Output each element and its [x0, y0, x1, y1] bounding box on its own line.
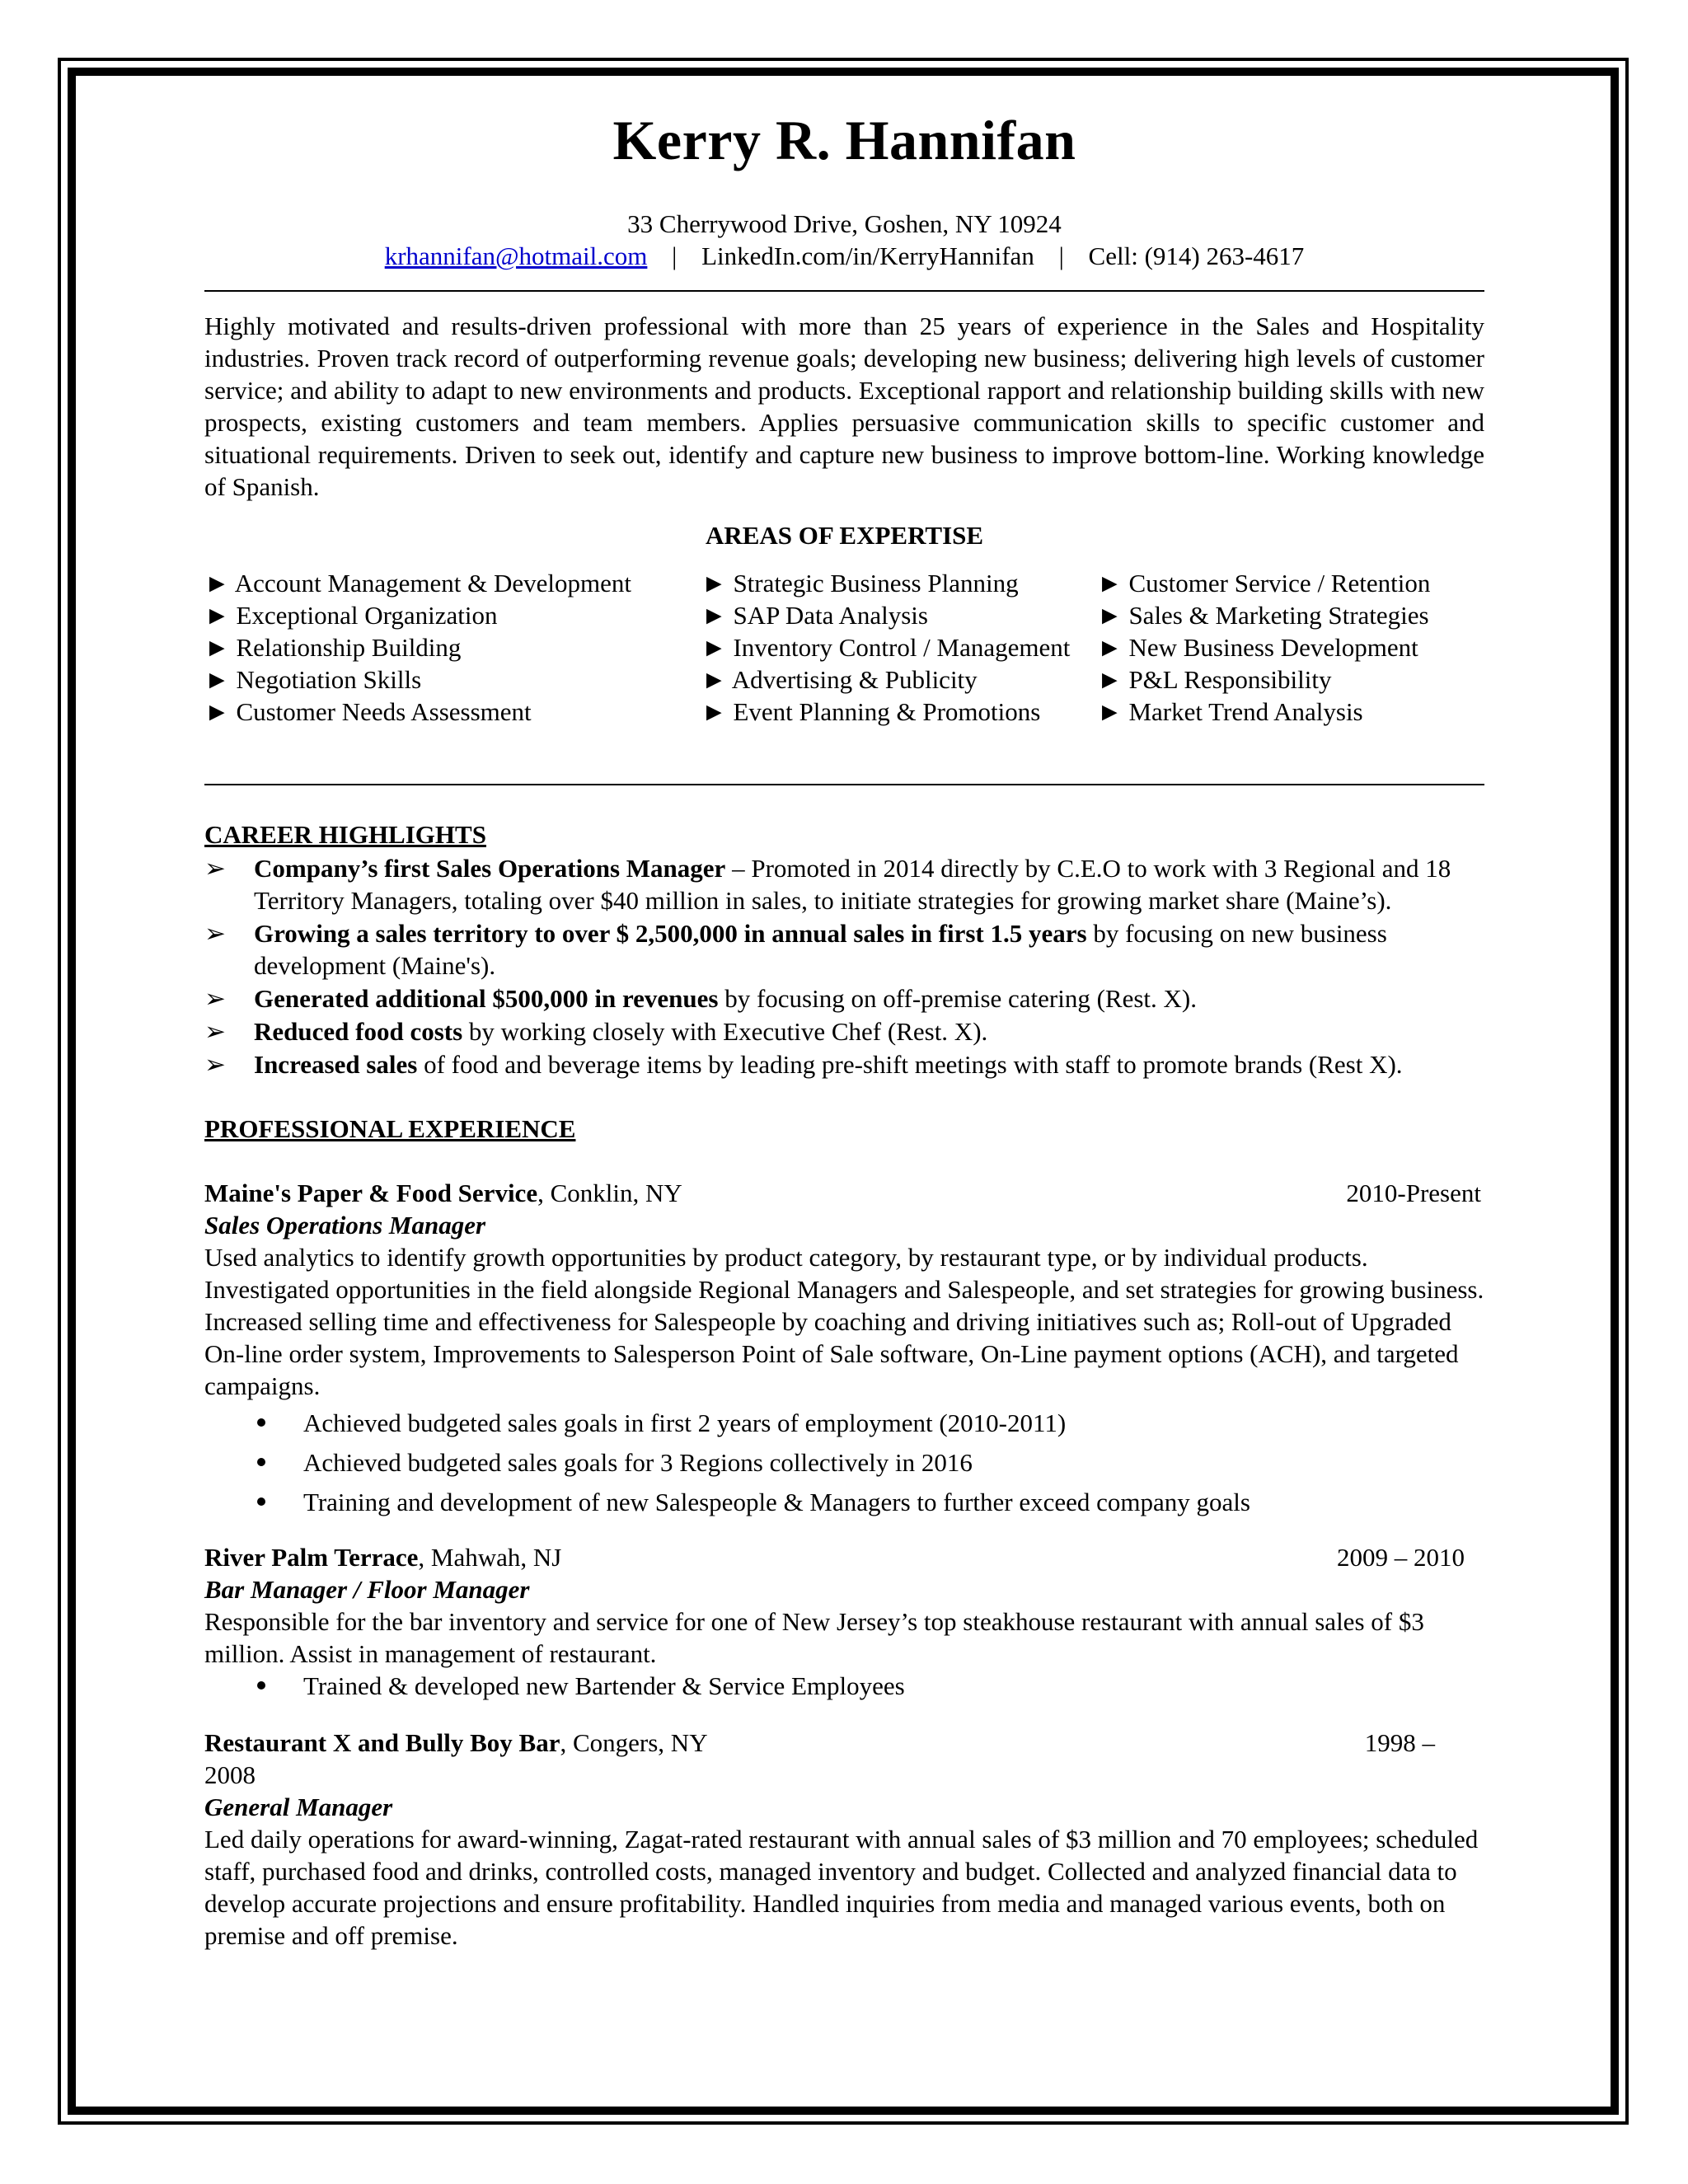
triangle-bullet-icon: ► — [701, 601, 727, 630]
job-header — [204, 1727, 1484, 1759]
professional-experience-heading: PROFESSIONAL EXPERIENCE — [204, 1114, 576, 1143]
expertise-grid — [204, 567, 1484, 728]
list-item: ➢ Growing a sales territory to over $ 2,500,000 in annual sales in first 1.5 years by focusing on new business development (Maine's). — [204, 919, 1387, 980]
list-item: ➢ Generated additional $500,000 in revenues by focusing on off-premise catering (Rest. X). — [204, 984, 1197, 1013]
highlights-list — [204, 852, 1484, 1080]
triangle-bullet-icon: ► — [701, 665, 727, 694]
job-title: Sales Operations Manager — [204, 1211, 486, 1240]
bullet-dot-icon — [257, 1418, 265, 1427]
company-location: , Conklin, NY — [537, 1179, 682, 1207]
expertise-item: ► Relationship Building — [204, 633, 462, 662]
list-item: ➢ Company’s first Sales Operations Manager – Promoted in 2014 directly by C.E.O to work with 3 Regional and 18 Territory Managers, totaling over $40 million in sales, to initiate strategies for growing market share (Maine’s). — [204, 854, 1451, 915]
expertise-item: ► SAP Data Analysis — [701, 601, 928, 630]
job-title: General Manager — [204, 1793, 393, 1821]
list-item: ➢ Increased sales of food and beverage items by leading pre-shift meetings with staff to promote brands (Rest X). — [204, 1050, 1403, 1079]
divider — [204, 784, 1484, 785]
job-header — [204, 1177, 1484, 1209]
email-link[interactable]: krhannifan@hotmail.com — [384, 241, 648, 270]
expertise-item: ► Market Trend Analysis — [1097, 697, 1363, 726]
job-entry — [204, 1727, 1484, 1952]
summary: Highly motivated and results-driven professional with more than 25 years of experience in the Sales and Hospitality industries. Proven track record of outperforming revenue goals; developing new business; delivering high levels of customer service; and ability to adapt to new environments and products. Exceptional rapport and relationship building skills with new prospects, existing customers and team members. Applies persuasive communication skills to specific customer and situational requirements. Driven to seek out, identify and capture new business to improve bottom-line. Working knowledge of Spanish. — [204, 312, 1484, 501]
triangle-bullet-icon: ► — [701, 633, 727, 662]
job-description: Led daily operations for award-winning, Zagat-rated restaurant with annual sales of $3 million and 70 employees; scheduled staff, purchased food and drinks, controlled costs, managed inventory and budget. Collected and analyzed financial data to develop accurate projections and ensure profitability. Handled inquiries from media and managed various events, both on premise and off premise. — [204, 1825, 1479, 1950]
job-header — [204, 1541, 1484, 1573]
list-item: Achieved budgeted sales goals for 3 Regions collectively in 2016 — [204, 1446, 1484, 1479]
expertise-item: ► Strategic Business Planning — [701, 569, 1019, 598]
list-item: Achieved budgeted sales goals in first 2 years of employment (2010-2011) — [204, 1407, 1484, 1439]
linkedin-text: LinkedIn.com/in/KerryHannifan — [701, 241, 1034, 270]
triangle-bullet-icon: ► — [701, 697, 727, 726]
expertise-item: ► Event Planning & Promotions — [701, 697, 1041, 726]
expertise-item: ► Advertising & Publicity — [701, 665, 978, 694]
list-item: Trained & developed new Bartender & Service Employees — [204, 1670, 1484, 1702]
expertise-item: ► Sales & Marketing Strategies — [1097, 601, 1429, 630]
list-item: ➢ Reduced food costs by working closely with Executive Chef (Rest. X). — [204, 1017, 988, 1046]
triangle-bullet-icon: ► — [1097, 633, 1123, 662]
bullet-dot-icon — [257, 1458, 265, 1466]
bullet-dot-icon — [257, 1497, 265, 1506]
job-bullets — [204, 1407, 1484, 1518]
triangle-bullet-icon: ► — [1097, 601, 1123, 630]
company-location: , Congers, NY — [560, 1728, 708, 1757]
job-bullets — [204, 1670, 1484, 1702]
expertise-heading: AREAS OF EXPERTISE — [705, 521, 984, 550]
bullet-dot-icon — [257, 1681, 265, 1690]
expertise-item: ► Negotiation Skills — [204, 665, 422, 694]
expertise-item: ► Customer Needs Assessment — [204, 697, 532, 726]
triangle-bullet-icon: ► — [701, 569, 727, 598]
arrow-bullet-icon: ➢ — [204, 854, 226, 883]
job-description: Responsible for the bar inventory and service for one of New Jersey’s top steakhouse restaurant with annual sales of $3 million. Assist in management of restaurant. — [204, 1607, 1424, 1668]
list-item: Training and development of new Salespeople & Managers to further exceed company goals — [204, 1486, 1484, 1518]
resume-page — [204, 99, 1484, 1952]
job-dates: 2010-Present — [1346, 1179, 1481, 1207]
address: 33 Cherrywood Drive, Goshen, NY 10924 — [627, 209, 1062, 238]
arrow-bullet-icon: ➢ — [204, 984, 226, 1013]
job-entry — [204, 1177, 1484, 1518]
divider — [204, 290, 1484, 292]
arrow-bullet-icon: ➢ — [204, 1017, 226, 1046]
candidate-name: Kerry R. Hannifan — [612, 109, 1076, 171]
job-dates-continued: 2008 — [204, 1760, 256, 1789]
job-description: Used analytics to identify growth opportunities by product category, by restaurant type, or by individual products. Investigated opportunities in the field alongside Regional Managers and Salespeople, and set strategies for growing business. Increased selling time and effectiveness for Salespeople by coaching and driving initiatives such as; Roll-out of Upgraded On-line order system, Improvements to Salesperson Point of Sale software, On-Line payment options (ACH), and targeted campaigns. — [204, 1243, 1484, 1400]
expertise-item: ► P&L Responsibility — [1097, 665, 1332, 694]
job-dates: 1998 – — [1364, 1728, 1435, 1757]
expertise-item: ► Exceptional Organization — [204, 601, 498, 630]
company-name: River Palm Terrace — [204, 1543, 419, 1572]
job-dates: 2009 – 2010 — [1337, 1543, 1465, 1572]
job-entry — [204, 1541, 1484, 1702]
company-name: Restaurant X and Bully Boy Bar — [204, 1728, 560, 1757]
career-highlights-heading: CAREER HIGHLIGHTS — [204, 820, 486, 849]
contact-line — [204, 240, 1484, 272]
arrow-bullet-icon: ➢ — [204, 1050, 226, 1079]
job-title: Bar Manager / Floor Manager — [204, 1575, 530, 1604]
triangle-bullet-icon: ► — [1097, 697, 1123, 726]
expertise-item: ► Customer Service / Retention — [1097, 569, 1431, 598]
triangle-bullet-icon: ► — [1097, 665, 1123, 694]
cell-phone: Cell: (914) 263-4617 — [1088, 241, 1305, 270]
expertise-item: ► Inventory Control / Management — [701, 633, 1071, 662]
expertise-item: ► Account Management & Development — [204, 569, 631, 598]
triangle-bullet-icon: ► — [204, 569, 230, 598]
company-location: , Mahwah, NJ — [418, 1543, 562, 1572]
triangle-bullet-icon: ► — [1097, 569, 1123, 598]
arrow-bullet-icon: ➢ — [204, 919, 226, 948]
separator: | — [672, 241, 678, 270]
separator: | — [1058, 241, 1064, 270]
expertise-item: ► New Business Development — [1097, 633, 1418, 662]
triangle-bullet-icon: ► — [204, 697, 230, 726]
company-name: Maine's Paper & Food Service — [204, 1179, 538, 1207]
triangle-bullet-icon: ► — [204, 601, 230, 630]
triangle-bullet-icon: ► — [204, 633, 230, 662]
triangle-bullet-icon: ► — [204, 665, 230, 694]
